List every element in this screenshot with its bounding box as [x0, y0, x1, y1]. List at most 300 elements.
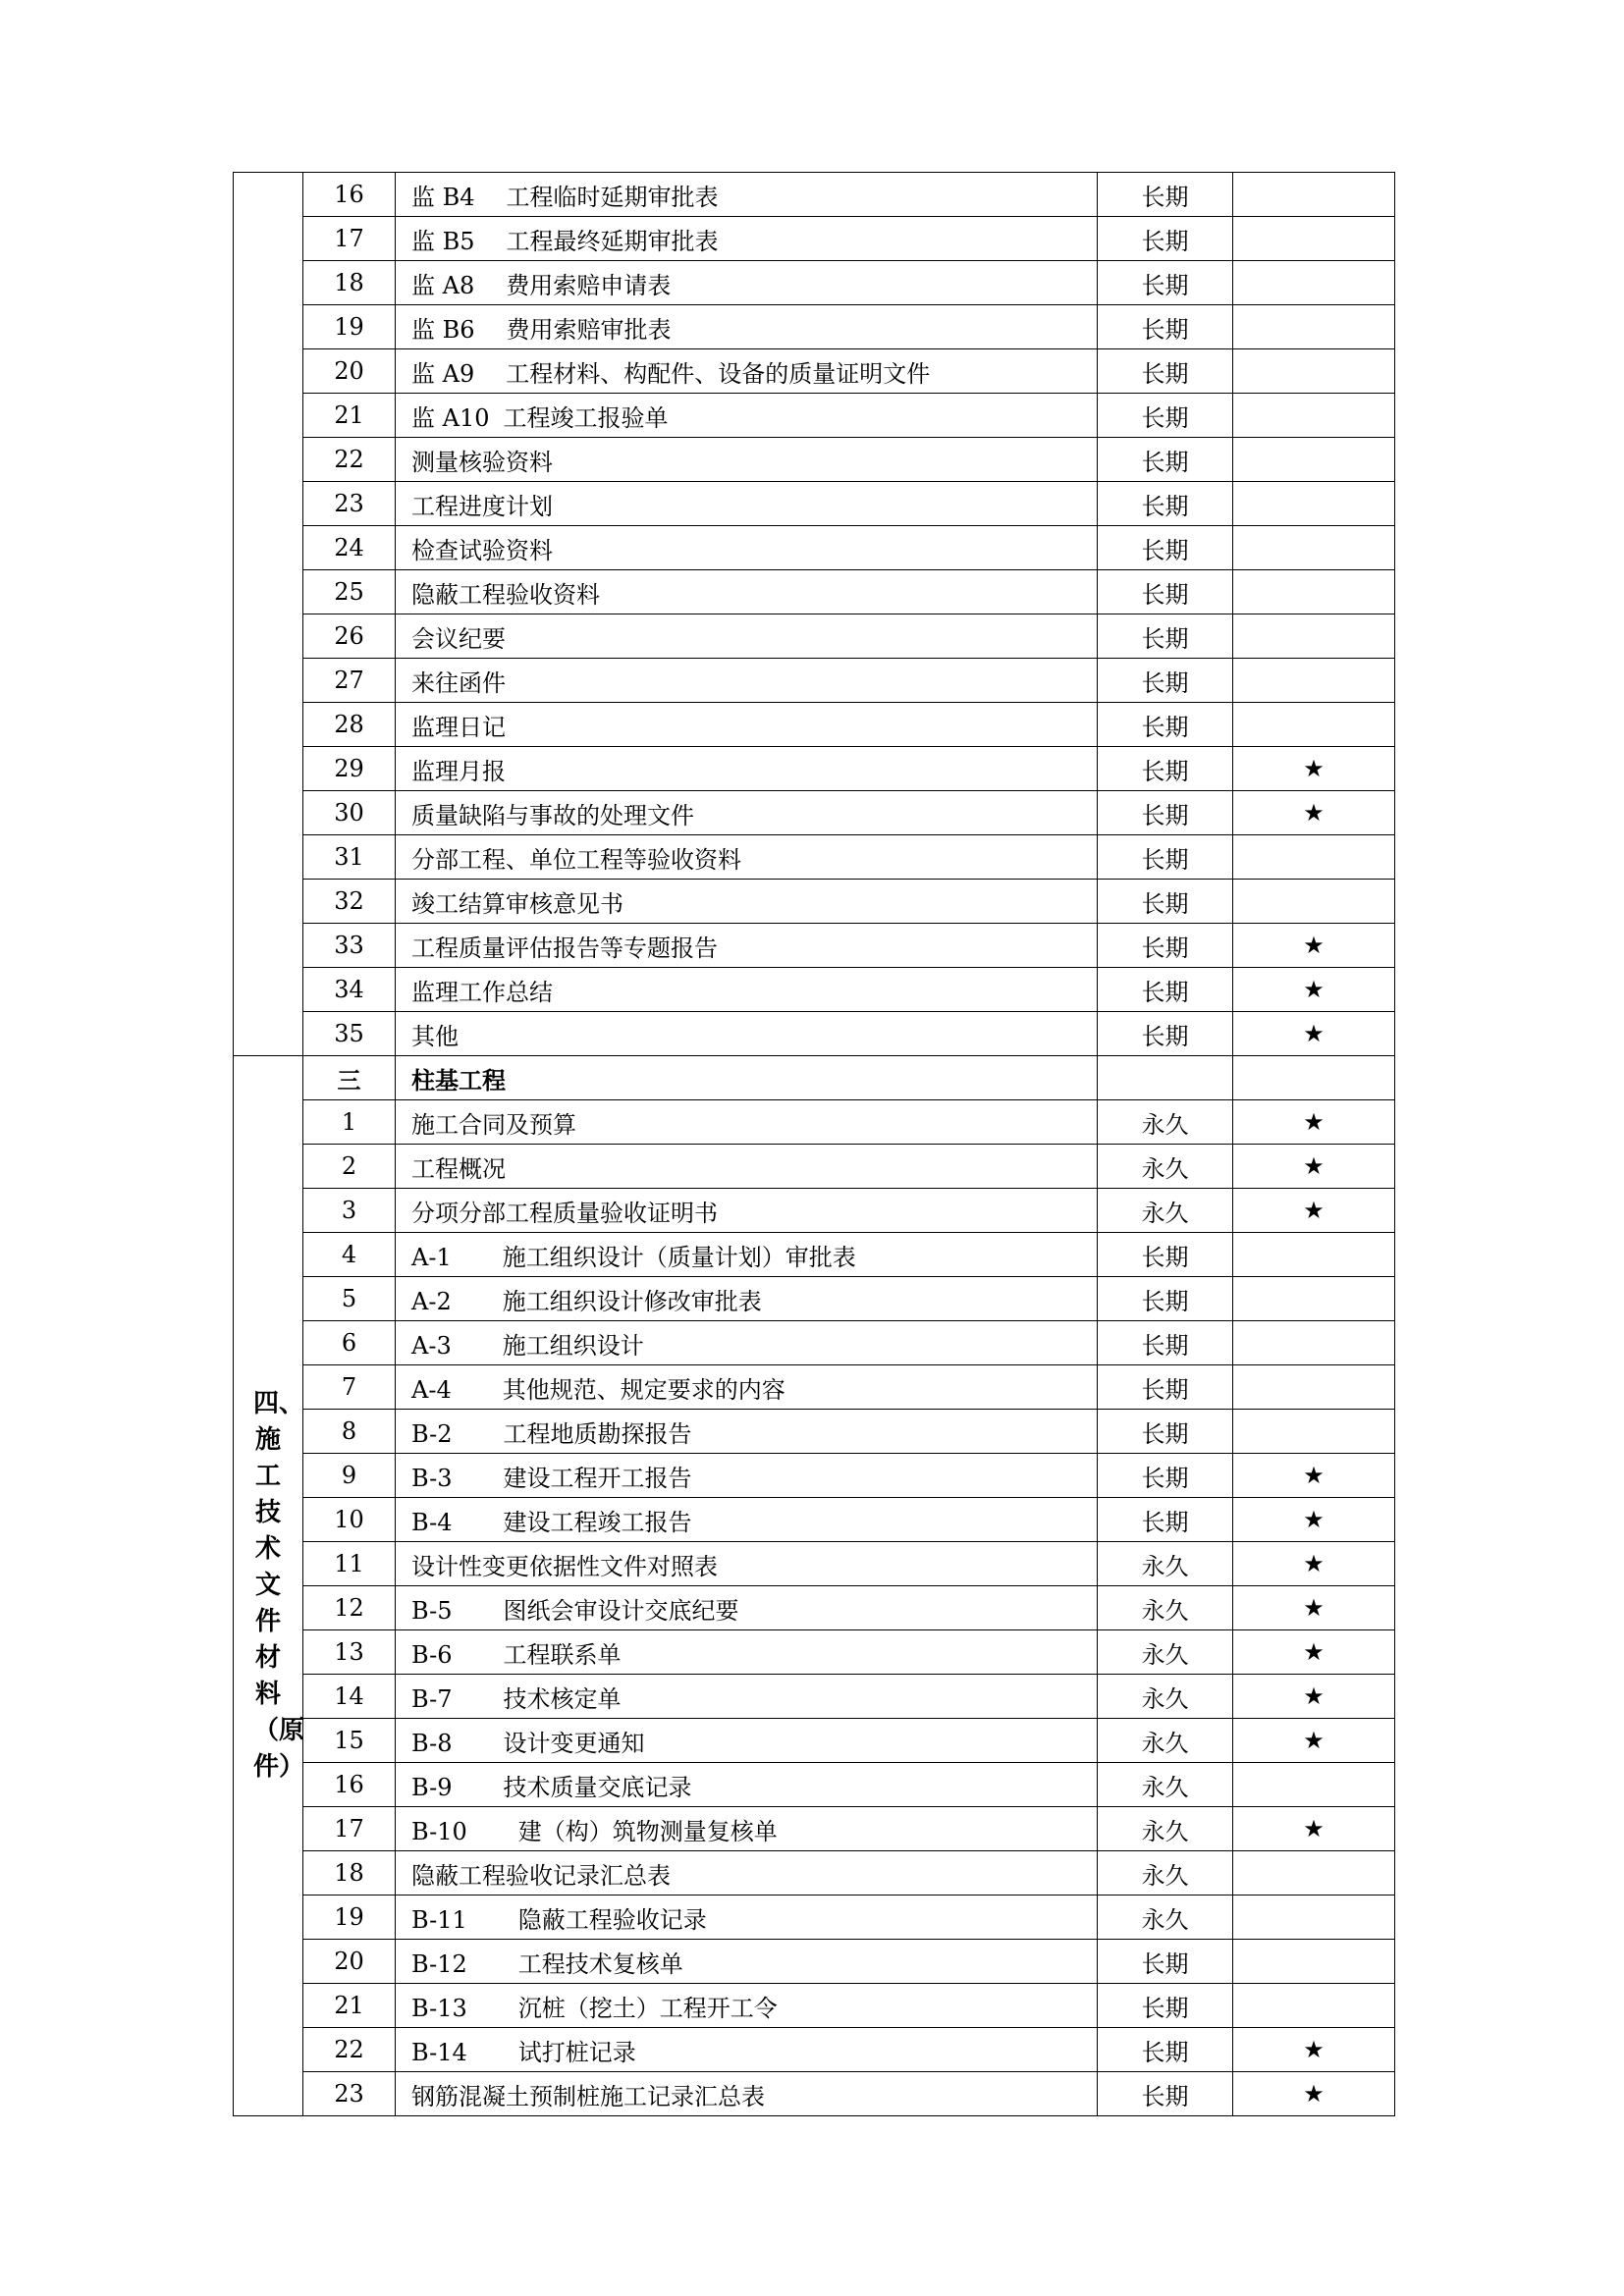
retention-term: 长期 — [1098, 1940, 1233, 1984]
retention-term: 长期 — [1098, 1277, 1233, 1321]
star-mark-cell — [1233, 835, 1395, 880]
document-name-cell — [396, 924, 1098, 968]
document-code: B-5 — [411, 1596, 453, 1625]
document-name-cell — [396, 261, 1098, 305]
document-name: 施工组织设计（质量计划）审批表 — [502, 1243, 856, 1271]
retention-term: 长期 — [1098, 614, 1233, 659]
table-row — [234, 570, 1395, 614]
table-row — [234, 1542, 1395, 1586]
document-name-cell — [396, 791, 1098, 835]
document-name-cell — [396, 1896, 1098, 1940]
star-mark-cell — [1233, 1145, 1395, 1189]
document-name-cell — [396, 1454, 1098, 1498]
document-code: B-9 — [411, 1773, 453, 1801]
document-name: 费用索赔申请表 — [506, 271, 672, 299]
document-name: 设计变更通知 — [503, 1729, 645, 1757]
retention-term: 长期 — [1098, 1498, 1233, 1542]
row-number: 31 — [303, 835, 396, 880]
retention-term: 永久 — [1098, 1763, 1233, 1807]
star-mark-cell — [1233, 1012, 1395, 1056]
table-row — [234, 880, 1395, 924]
row-number: 9 — [303, 1454, 396, 1498]
document-code: B-8 — [411, 1729, 453, 1757]
row-number: 30 — [303, 791, 396, 835]
star-mark-cell — [1233, 1189, 1395, 1233]
star-mark-cell — [1233, 305, 1395, 349]
table-body — [234, 173, 1395, 2116]
row-number: 14 — [303, 1675, 396, 1719]
star-mark-cell — [1233, 482, 1395, 526]
table-row — [234, 924, 1395, 968]
table-row — [234, 1277, 1395, 1321]
document-name-cell — [396, 747, 1098, 791]
table-row — [234, 394, 1395, 438]
document-name-cell — [396, 526, 1098, 570]
document-name: 来往函件 — [411, 668, 506, 697]
document-code: B-2 — [411, 1419, 453, 1448]
retention-term: 长期 — [1098, 2028, 1233, 2072]
table-row — [234, 1100, 1395, 1145]
document-name-cell — [396, 1498, 1098, 1542]
document-code: B-6 — [411, 1640, 453, 1669]
retention-term: 永久 — [1098, 1675, 1233, 1719]
document-name-cell — [396, 349, 1098, 394]
document-name: 建设工程竣工报告 — [503, 1508, 692, 1536]
retention-term: 长期 — [1098, 659, 1233, 703]
row-number: 4 — [303, 1233, 396, 1277]
document-name: 技术核定单 — [503, 1684, 622, 1713]
star-mark-cell — [1233, 1410, 1395, 1454]
retention-term: 长期 — [1098, 526, 1233, 570]
table-row — [234, 1807, 1395, 1851]
document-name-cell — [396, 1675, 1098, 1719]
table-row — [234, 438, 1395, 482]
category-cell — [234, 173, 303, 1056]
document-name: 分部工程、单位工程等验收资料 — [411, 845, 741, 874]
retention-term: 长期 — [1098, 217, 1233, 261]
retention-term: 永久 — [1098, 1145, 1233, 1189]
row-number: 7 — [303, 1365, 396, 1410]
retention-term: 永久 — [1098, 1807, 1233, 1851]
table-row — [234, 1940, 1395, 1984]
document-name: 工程概况 — [411, 1154, 506, 1183]
document-code: A-2 — [411, 1287, 452, 1315]
table-row — [234, 305, 1395, 349]
row-number: 16 — [303, 1763, 396, 1807]
star-icon: ★ — [1303, 2036, 1325, 2063]
document-name-cell — [396, 217, 1098, 261]
retention-term: 长期 — [1098, 482, 1233, 526]
row-number: 21 — [303, 1984, 396, 2028]
document-name-cell — [396, 1763, 1098, 1807]
document-name: 质量缺陷与事故的处理文件 — [411, 801, 694, 829]
section-row — [234, 1056, 1395, 1100]
document-name-cell — [396, 1321, 1098, 1365]
table-row — [234, 482, 1395, 526]
table-row — [234, 747, 1395, 791]
retention-term: 长期 — [1098, 570, 1233, 614]
retention-term: 永久 — [1098, 1630, 1233, 1675]
row-number: 15 — [303, 1719, 396, 1763]
row-number: 三 — [303, 1056, 396, 1100]
document-name: 施工合同及预算 — [411, 1110, 576, 1139]
table-row — [234, 526, 1395, 570]
table-row — [234, 1851, 1395, 1896]
document-name: 钢筋混凝土预制桩施工记录汇总表 — [411, 2082, 765, 2110]
star-mark-cell — [1233, 438, 1395, 482]
document-name: 检查试验资料 — [411, 536, 553, 564]
retention-term: 长期 — [1098, 791, 1233, 835]
document-name: 工程技术复核单 — [517, 1949, 683, 1978]
document-name: 隐蔽工程验收记录 — [517, 1905, 707, 1934]
table-row — [234, 1498, 1395, 1542]
table-row — [234, 261, 1395, 305]
document-name: 建设工程开工报告 — [503, 1464, 692, 1492]
retention-term: 永久 — [1098, 1100, 1233, 1145]
document-name-cell — [396, 305, 1098, 349]
star-mark-cell — [1233, 2028, 1395, 2072]
star-mark-cell — [1233, 614, 1395, 659]
document-name-cell — [396, 570, 1098, 614]
star-icon: ★ — [1303, 1638, 1325, 1666]
row-number: 6 — [303, 1321, 396, 1365]
document-code: 监 A8 — [411, 271, 475, 299]
document-name: 费用索赔审批表 — [506, 315, 672, 344]
document-name-cell — [396, 438, 1098, 482]
row-number: 23 — [303, 2072, 396, 2116]
document-name: 施工组织设计 — [502, 1331, 644, 1360]
table-row — [234, 1365, 1395, 1410]
star-mark-cell — [1233, 526, 1395, 570]
document-name-cell — [396, 1851, 1098, 1896]
table-row — [234, 1233, 1395, 1277]
document-name-cell — [396, 1807, 1098, 1851]
document-name-cell — [396, 1984, 1098, 2028]
star-mark-cell — [1233, 570, 1395, 614]
retention-term: 长期 — [1098, 261, 1233, 305]
table-row — [234, 217, 1395, 261]
document-code: B-13 — [411, 1994, 467, 2022]
star-mark-cell — [1233, 1277, 1395, 1321]
document-code: B-4 — [411, 1508, 453, 1536]
row-number: 34 — [303, 968, 396, 1012]
document-name-cell — [396, 1277, 1098, 1321]
star-icon: ★ — [1303, 1462, 1325, 1489]
document-name: 试打桩记录 — [517, 2038, 636, 2066]
retention-term: 长期 — [1098, 1365, 1233, 1410]
star-mark-cell — [1233, 1675, 1395, 1719]
row-number: 12 — [303, 1586, 396, 1630]
table-row — [234, 1454, 1395, 1498]
row-number: 33 — [303, 924, 396, 968]
row-number: 17 — [303, 1807, 396, 1851]
document-name-cell — [396, 659, 1098, 703]
document-name-cell — [396, 1012, 1098, 1056]
retention-term: 长期 — [1098, 924, 1233, 968]
document-name-cell — [396, 835, 1098, 880]
document-name-cell — [396, 614, 1098, 659]
retention-term: 长期 — [1098, 1012, 1233, 1056]
row-number: 27 — [303, 659, 396, 703]
document-code: B-3 — [411, 1464, 453, 1492]
document-code: A-4 — [411, 1375, 452, 1404]
document-name: 图纸会审设计交底纪要 — [503, 1596, 739, 1625]
retention-term: 长期 — [1098, 394, 1233, 438]
document-name-cell — [396, 1365, 1098, 1410]
document-name: 工程临时延期审批表 — [506, 183, 719, 211]
table-row — [234, 1145, 1395, 1189]
row-number: 13 — [303, 1630, 396, 1675]
table-row — [234, 2072, 1395, 2116]
star-mark-cell — [1233, 173, 1395, 217]
category-cell — [234, 1056, 303, 2116]
star-mark-cell — [1233, 1365, 1395, 1410]
table-row — [234, 1630, 1395, 1675]
star-mark-cell — [1233, 1498, 1395, 1542]
star-icon: ★ — [1303, 1727, 1325, 1754]
document-name-cell — [396, 2028, 1098, 2072]
retention-term: 长期 — [1098, 1233, 1233, 1277]
retention-term: 长期 — [1098, 835, 1233, 880]
row-number: 11 — [303, 1542, 396, 1586]
document-name: 技术质量交底记录 — [503, 1773, 692, 1801]
retention-term: 永久 — [1098, 1851, 1233, 1896]
retention-term: 长期 — [1098, 349, 1233, 394]
retention-term: 长期 — [1098, 703, 1233, 747]
table-row — [234, 1189, 1395, 1233]
table-row — [234, 614, 1395, 659]
retention-term: 永久 — [1098, 1542, 1233, 1586]
retention-term: 长期 — [1098, 747, 1233, 791]
retention-term: 永久 — [1098, 1719, 1233, 1763]
row-number: 1 — [303, 1100, 396, 1145]
star-mark-cell — [1233, 2072, 1395, 2116]
retention-term: 长期 — [1098, 1410, 1233, 1454]
star-mark-cell — [1233, 791, 1395, 835]
row-number: 21 — [303, 394, 396, 438]
document-name: 工程竣工报验单 — [503, 403, 669, 432]
document-name: 其他规范、规定要求的内容 — [502, 1375, 785, 1404]
star-icon: ★ — [1303, 1815, 1325, 1842]
document-name: 监理日记 — [411, 713, 506, 741]
row-number: 23 — [303, 482, 396, 526]
document-code: B-12 — [411, 1949, 467, 1978]
document-name: 测量核验资料 — [411, 448, 553, 476]
document-name-cell — [396, 173, 1098, 217]
star-mark-cell — [1233, 1233, 1395, 1277]
retention-term — [1098, 1056, 1233, 1100]
star-mark-cell — [1233, 1763, 1395, 1807]
row-number: 18 — [303, 1851, 396, 1896]
retention-term: 长期 — [1098, 1454, 1233, 1498]
table-row — [234, 791, 1395, 835]
document-name: 监理工作总结 — [411, 978, 553, 1006]
document-code: 监 B6 — [411, 315, 475, 344]
star-mark-cell — [1233, 880, 1395, 924]
document-name: 工程地质勘探报告 — [503, 1419, 692, 1448]
document-name-cell — [396, 968, 1098, 1012]
star-icon: ★ — [1303, 1020, 1325, 1047]
document-name: 隐蔽工程验收记录汇总表 — [411, 1861, 671, 1890]
star-icon: ★ — [1303, 799, 1325, 827]
star-icon: ★ — [1303, 1152, 1325, 1180]
table-row — [234, 1984, 1395, 2028]
star-mark-cell — [1233, 261, 1395, 305]
row-number: 19 — [303, 305, 396, 349]
retention-term: 永久 — [1098, 1586, 1233, 1630]
retention-term: 长期 — [1098, 2072, 1233, 2116]
table-row — [234, 1321, 1395, 1365]
star-mark-cell — [1233, 1719, 1395, 1763]
star-icon: ★ — [1303, 755, 1325, 782]
row-number: 3 — [303, 1189, 396, 1233]
table-row — [234, 1763, 1395, 1807]
table-row — [234, 1410, 1395, 1454]
row-number: 2 — [303, 1145, 396, 1189]
document-code: B-10 — [411, 1817, 467, 1845]
document-code: B-7 — [411, 1684, 453, 1713]
star-mark-cell — [1233, 217, 1395, 261]
row-number: 16 — [303, 173, 396, 217]
row-number: 19 — [303, 1896, 396, 1940]
table-row — [234, 173, 1395, 217]
document-name: 柱基工程 — [411, 1065, 506, 1095]
document-name-cell — [396, 880, 1098, 924]
table-row — [234, 1012, 1395, 1056]
star-mark-cell — [1233, 1321, 1395, 1365]
document-name-cell — [396, 482, 1098, 526]
document-name: 分项分部工程质量验收证明书 — [411, 1199, 718, 1227]
document-name-cell — [396, 1630, 1098, 1675]
document-name: 工程最终延期审批表 — [506, 227, 719, 255]
document-name: 隐蔽工程验收资料 — [411, 580, 600, 609]
star-mark-cell — [1233, 1454, 1395, 1498]
document-name-cell — [396, 703, 1098, 747]
table-row — [234, 703, 1395, 747]
document-code: 监 A10 — [411, 403, 490, 432]
star-icon: ★ — [1303, 2080, 1325, 2108]
retention-term: 长期 — [1098, 968, 1233, 1012]
star-mark-cell — [1233, 349, 1395, 394]
document-code: 监 B5 — [411, 227, 475, 255]
row-number: 35 — [303, 1012, 396, 1056]
retention-term: 长期 — [1098, 1984, 1233, 2028]
row-number: 24 — [303, 526, 396, 570]
table-row — [234, 1719, 1395, 1763]
document-name: 沉桩（挖土）工程开工令 — [517, 1994, 778, 2022]
star-icon: ★ — [1303, 1550, 1325, 1577]
row-number: 26 — [303, 614, 396, 659]
star-icon: ★ — [1303, 1506, 1325, 1533]
document-code: A-1 — [411, 1243, 452, 1271]
document-name-cell — [396, 1145, 1098, 1189]
star-mark-cell — [1233, 659, 1395, 703]
document-code: 监 B4 — [411, 183, 475, 211]
document-name: 其他 — [411, 1022, 459, 1050]
document-name-cell — [396, 1542, 1098, 1586]
document-code: 监 A9 — [411, 359, 475, 388]
star-mark-cell — [1233, 1586, 1395, 1630]
star-mark-cell — [1233, 1984, 1395, 2028]
row-number: 20 — [303, 349, 396, 394]
document-name-cell — [396, 394, 1098, 438]
star-mark-cell — [1233, 747, 1395, 791]
row-number: 18 — [303, 261, 396, 305]
star-mark-cell — [1233, 1542, 1395, 1586]
retention-term: 长期 — [1098, 880, 1233, 924]
document-name: 工程材料、构配件、设备的质量证明文件 — [506, 359, 931, 388]
star-mark-cell — [1233, 1100, 1395, 1145]
table-row — [234, 835, 1395, 880]
document-name: 工程联系单 — [503, 1640, 622, 1669]
star-mark-cell — [1233, 968, 1395, 1012]
table-row — [234, 968, 1395, 1012]
retention-term: 长期 — [1098, 1321, 1233, 1365]
row-number: 5 — [303, 1277, 396, 1321]
document-name-cell — [396, 1056, 1098, 1100]
star-mark-cell — [1233, 1851, 1395, 1896]
row-number: 25 — [303, 570, 396, 614]
category-label: 四、施工技术文件材料（原件） — [253, 1389, 305, 1782]
star-icon: ★ — [1303, 976, 1325, 1003]
star-mark-cell — [1233, 1940, 1395, 1984]
row-number: 29 — [303, 747, 396, 791]
row-number: 10 — [303, 1498, 396, 1542]
document-name-cell — [396, 1100, 1098, 1145]
document-code: B-14 — [411, 2038, 467, 2066]
table-row — [234, 1675, 1395, 1719]
table-row — [234, 1586, 1395, 1630]
star-icon: ★ — [1303, 1594, 1325, 1622]
document-name: 工程进度计划 — [411, 492, 553, 520]
document-name: 会议纪要 — [411, 624, 506, 653]
table-row — [234, 659, 1395, 703]
star-mark-cell — [1233, 1807, 1395, 1851]
document-name-cell — [396, 1233, 1098, 1277]
document-name: 工程质量评估报告等专题报告 — [411, 934, 718, 962]
star-mark-cell — [1233, 703, 1395, 747]
retention-term: 永久 — [1098, 1189, 1233, 1233]
document-code: A-3 — [411, 1331, 452, 1360]
document-name-cell — [396, 1940, 1098, 1984]
archive-catalog-table — [233, 172, 1395, 2116]
document-name-cell — [396, 1586, 1098, 1630]
row-number: 22 — [303, 438, 396, 482]
row-number: 28 — [303, 703, 396, 747]
row-number: 20 — [303, 1940, 396, 1984]
document-name-cell — [396, 2072, 1098, 2116]
retention-term: 长期 — [1098, 438, 1233, 482]
document-name-cell — [396, 1719, 1098, 1763]
star-mark-cell — [1233, 924, 1395, 968]
document-name: 设计性变更依据性文件对照表 — [411, 1552, 718, 1580]
row-number: 32 — [303, 880, 396, 924]
document-name-cell — [396, 1189, 1098, 1233]
retention-term: 长期 — [1098, 305, 1233, 349]
row-number: 17 — [303, 217, 396, 261]
star-icon: ★ — [1303, 1197, 1325, 1224]
row-number: 8 — [303, 1410, 396, 1454]
star-mark-cell — [1233, 1056, 1395, 1100]
document-code: B-11 — [411, 1905, 467, 1934]
retention-term: 长期 — [1098, 173, 1233, 217]
document-name: 施工组织设计修改审批表 — [502, 1287, 762, 1315]
star-icon: ★ — [1303, 1108, 1325, 1136]
star-mark-cell — [1233, 1896, 1395, 1940]
document-name: 建（构）筑物测量复核单 — [517, 1817, 778, 1845]
document-name: 监理月报 — [411, 757, 506, 785]
star-mark-cell — [1233, 1630, 1395, 1675]
